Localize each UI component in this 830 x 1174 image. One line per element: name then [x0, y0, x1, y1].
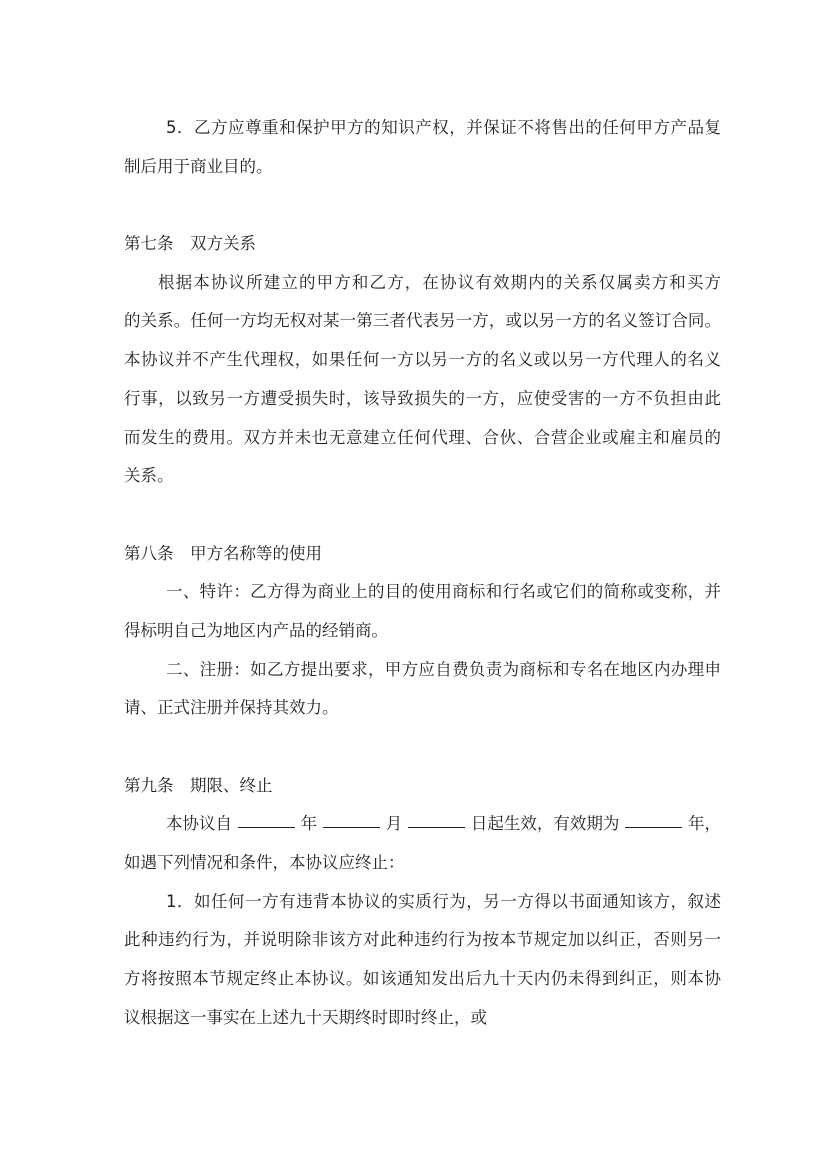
start-year-blank[interactable] [238, 809, 295, 828]
article-9-term-line [124, 809, 721, 848]
article-9-item-1-line: 此种违约行为，并说明除非该方对此种违约行为按本节规定加以纠正，否则另一 [124, 930, 721, 950]
article-7-line: 根据本协议所建立的甲方和乙方，在协议有效期内的关系仅属卖方和买方 [158, 272, 721, 292]
article-7-line: 本协议并不产生代理权，如果任何一方以另一方的名义或以另一方代理人的名义 [124, 350, 721, 370]
document-page [124, 113, 721, 1042]
article-7-line: 行事，以致另一方遭受损失时，该导致损失的一方，应使受害的一方不负担由此 [124, 388, 721, 408]
article-9-item-1-line: 议根据这一事实在上述九十天期终时即时终止，或 [124, 1007, 487, 1027]
term-day: 日起生效，有效期为 [470, 814, 620, 834]
start-month-blank[interactable] [323, 809, 380, 828]
clause-5-line: 5．乙方应尊重和保护甲方的知识产权，并保证不将售出的任何甲方产品复 [166, 118, 721, 137]
article-9-item-1-line: 1．如任何一方有违背本协议的实质行为，另一方得以书面通知该方，叙述 [166, 891, 721, 911]
term-years-suffix: 年， [688, 814, 721, 834]
article-7-line: 而发生的费用。双方并未也无意建立任何代理、合伙、合营企业或雇主和雇员的 [124, 427, 721, 447]
clause-5-line: 制后用于商业目的。 [124, 156, 273, 176]
article-8-heading: 第八条 甲方名称等的使用 [124, 543, 322, 563]
term-year: 年 [300, 814, 318, 834]
start-day-blank[interactable] [408, 809, 465, 828]
validity-years-blank[interactable] [625, 809, 682, 828]
term-prefix: 本协议自 [166, 814, 232, 834]
article-9-term-line-2: 如遇下列情况和条件，本协议应终止： [124, 853, 405, 873]
article-8-item-1-line: 一、特许：乙方得为商业上的目的使用商标和行名或它们的简称或变称，并 [166, 582, 721, 602]
term-month: 月 [385, 814, 403, 834]
article-8-item-2-line: 二、注册：如乙方提出要求，甲方应自费负责为商标和专名在地区内办理申 [166, 659, 721, 679]
article-9-item-1-line: 方将按照本节规定终止本协议。如该通知发出后九十天内仍未得到纠正，则本协 [124, 969, 721, 989]
article-8-item-2-line: 请、正式注册并保持其效力。 [124, 698, 339, 718]
article-7-line: 的关系。任何一方均无权对某一第三者代表另一方，或以另一方的名义签订合同。 [124, 311, 721, 331]
article-9-heading: 第九条 期限、终止 [124, 775, 273, 795]
article-7-heading: 第七条 双方关系 [124, 234, 256, 254]
article-7-line: 关系。 [124, 466, 174, 486]
article-8-item-1-line: 得标明自己为地区内产品的经销商。 [124, 620, 388, 640]
